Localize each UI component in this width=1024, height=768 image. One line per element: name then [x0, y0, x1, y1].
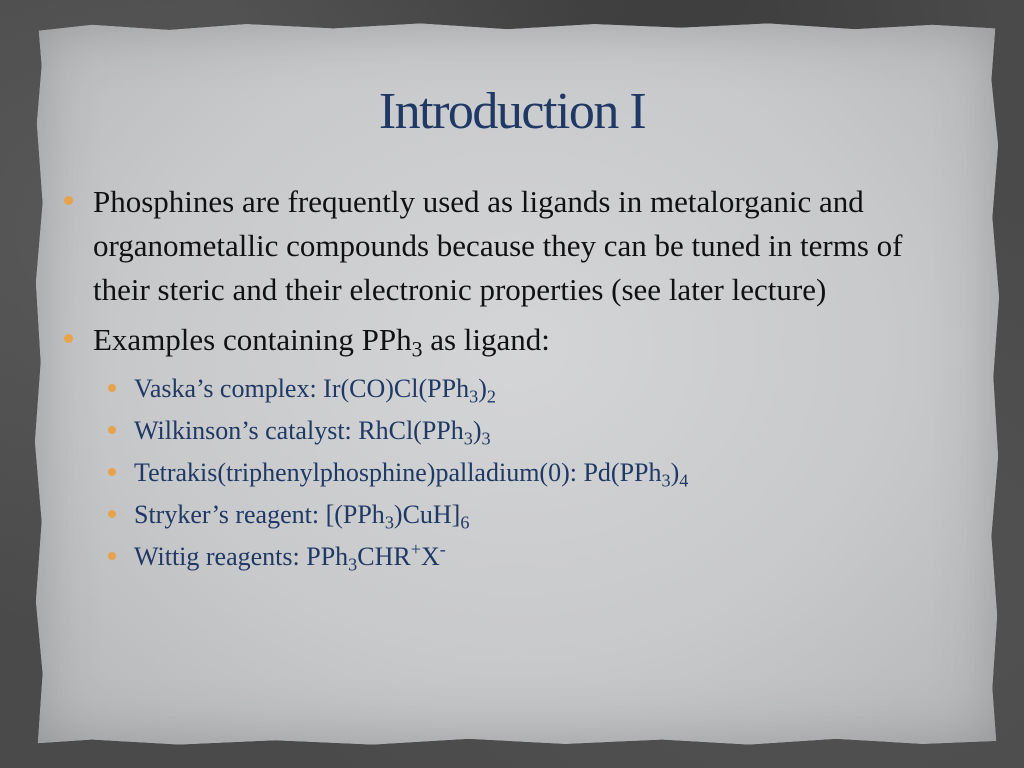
subscript: 6	[460, 512, 470, 533]
sub-bullet-text: Wilkinson’s catalyst: RhCl(PPh	[134, 416, 464, 445]
bullet-text: Phosphines are frequently used as ligands in metalorganic and organometallic compounds because they can be tuned in terms of their steric and their electronic properties (see later lecture)	[93, 184, 903, 307]
subscript: 3	[384, 512, 394, 533]
bullet-dot-icon	[64, 196, 73, 205]
bullet-phosphines	[62, 180, 962, 312]
sub-bullet-wittig	[62, 536, 962, 578]
bullet-dot-icon	[108, 552, 116, 560]
sub-bullet-vaska	[62, 368, 962, 410]
sub-bullet-wilkinson	[62, 410, 962, 452]
subscript: 3	[463, 428, 473, 449]
subscript: 3	[411, 337, 423, 362]
subscript: 3	[661, 470, 671, 491]
sub-bullet-text: Wittig reagents: PPh	[134, 542, 349, 571]
sub-bullet-text: Vaska’s complex: Ir(CO)Cl(PPh	[134, 374, 470, 403]
sub-bullet-text: X	[421, 542, 440, 571]
sub-bullet-stryker	[62, 494, 962, 536]
bullet-dot-icon	[64, 334, 73, 343]
sub-bullet-text: CHR	[357, 542, 411, 571]
subscript: 2	[486, 386, 496, 407]
slide-body	[62, 180, 962, 578]
bullet-dot-icon	[108, 426, 116, 434]
subscript: 4	[679, 470, 689, 491]
superscript: -	[439, 539, 446, 559]
sub-bullet-text: Stryker’s reagent: [(PPh	[134, 500, 385, 529]
subscript: 3	[481, 428, 491, 449]
bullet-dot-icon	[108, 384, 116, 392]
bullet-examples	[62, 318, 962, 362]
bullet-text: as ligand:	[422, 322, 550, 357]
sub-bullet-text: )	[478, 374, 487, 403]
sub-bullet-text: )CuH]	[393, 500, 461, 529]
bullet-dot-icon	[108, 468, 116, 476]
sub-bullet-text: Tetrakis(triphenylphosphine)palladium(0): Pd(PPh	[134, 458, 662, 487]
subscript: 3	[348, 554, 358, 575]
sub-bullet-tetrakis	[62, 452, 962, 494]
sub-bullet-text: )	[472, 416, 482, 445]
bullet-dot-icon	[108, 510, 116, 518]
sub-bullet-text: )	[670, 458, 680, 487]
bullet-text: Examples containing PPh	[93, 322, 412, 357]
subscript: 3	[469, 386, 479, 407]
slide-title: Introduction I	[378, 83, 646, 140]
superscript: +	[410, 539, 421, 559]
